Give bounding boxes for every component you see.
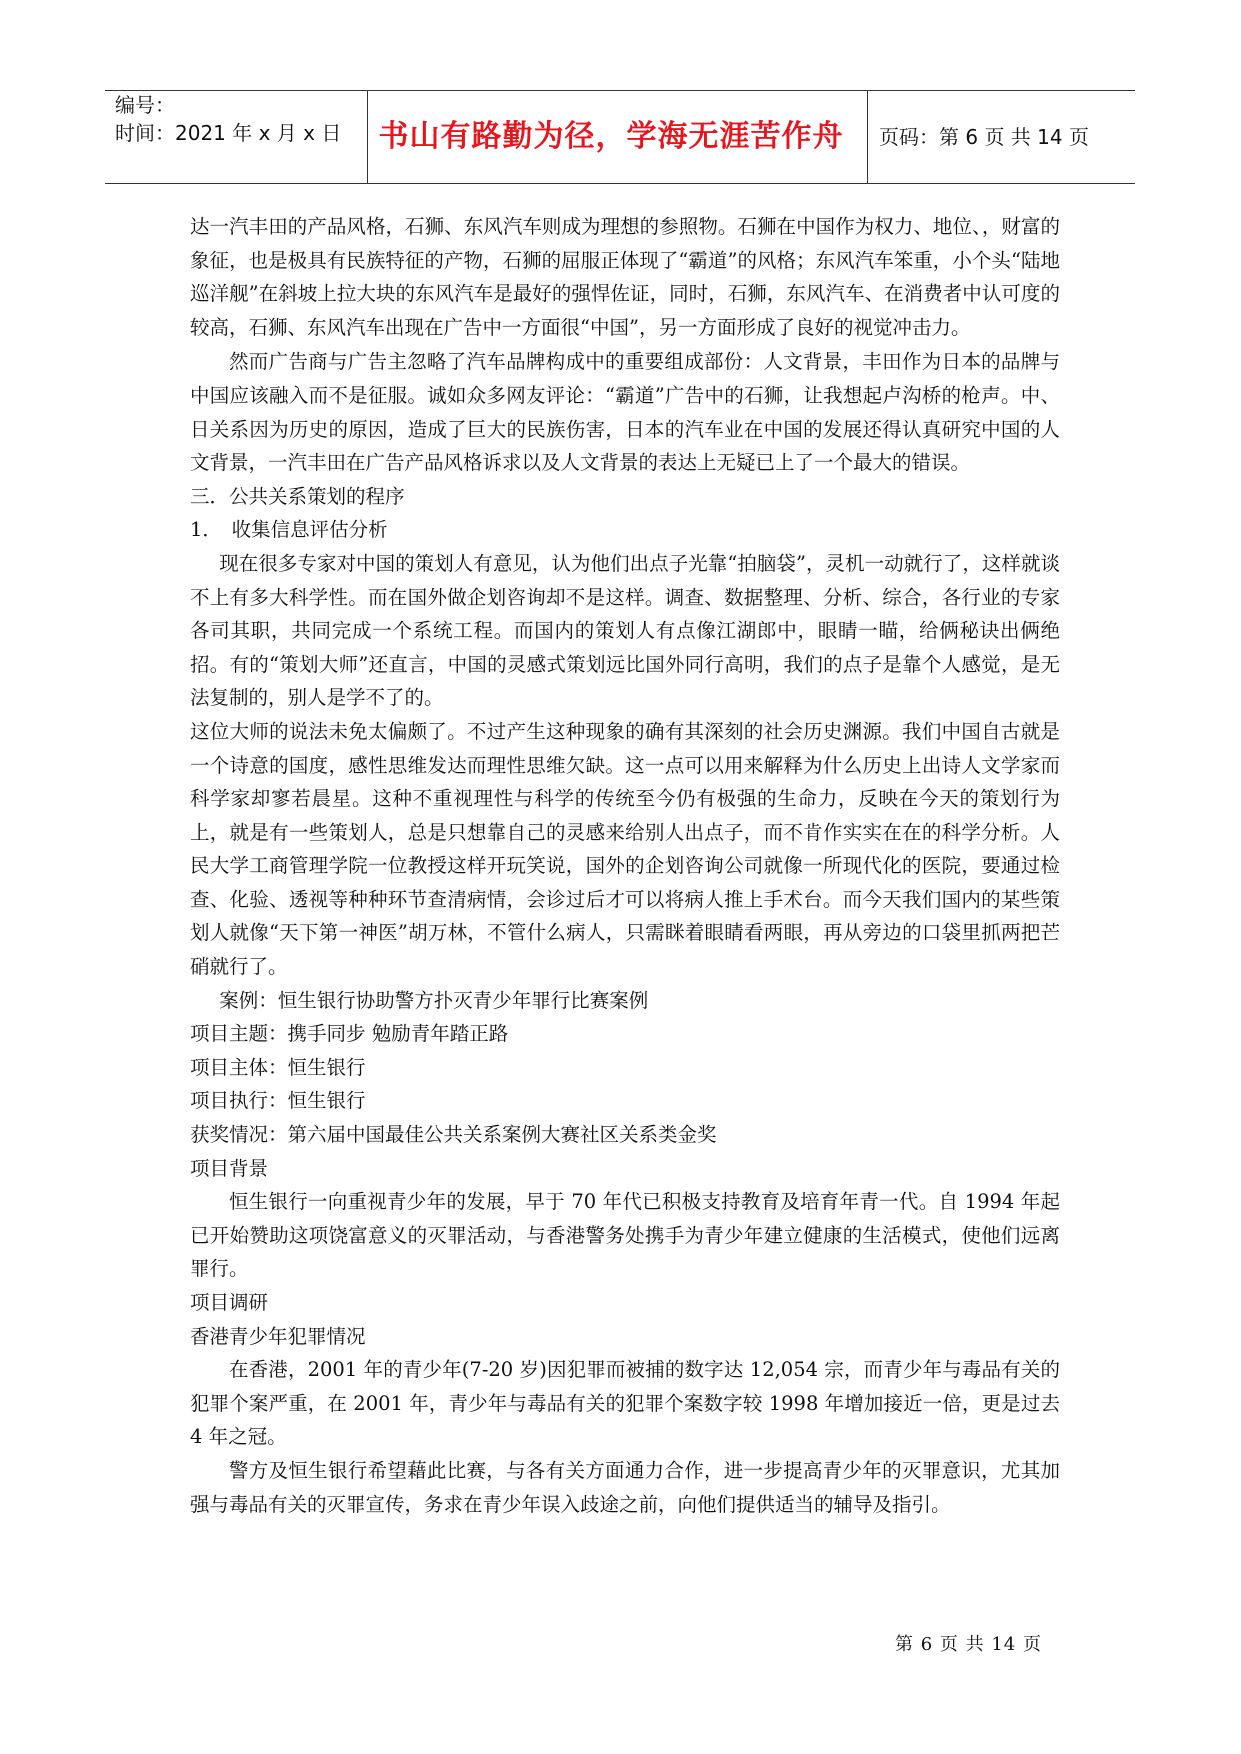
page-footer: 第 6 页 共 14 页 (895, 1634, 1042, 1655)
paragraph: 达一汽丰田的产品风格，石狮、东风汽车则成为理想的参照物。石狮在中国作为权力、地位、，财富的象征，也是极具有民族特征的产物，石狮的屈服正体现了“霸道”的风格；东风汽车笨重，小个头“陆地巡洋舰”在斜坡上拉大块的东风汽车是最好的强悍佐证，同时，石狮，东风汽车、在消费者中认可度的较高，石狮、东风汽车出现在广告中一方面很“中国”，另一方面形成了良好的视觉冲击力。 (190, 215, 1060, 339)
paragraph: 恒生银行一向重视青少年的发展，早于 70 年代已积极支持教育及培育年青一代。自 1994 年起已开始赞助这项饶富意义的灭罪活动，与香港警务处携手为青少年建立健康的生活模式，使他们远离罪行。 (190, 1190, 1060, 1281)
case-title: 案例：恒生银行协助警方扑灭青少年罪行比赛案例 (219, 988, 649, 1012)
paragraph: 警方及恒生银行希望藉此比赛，与各有关方面通力合作，进一步提高青少年的灭罪意识，尤其加强与毒品有关的灭罪宣传，务求在青少年误入歧途之前，向他们提供适当的辅导及指引。 (190, 1458, 1060, 1516)
paragraph: 在香港，2001 年的青少年(7-20 岁)因犯罪而被捕的数字达 12,054 宗，而青少年与毒品有关的犯罪个案严重，在 2001 年，青少年与毒品有关的犯罪个案数字较 1998 年增加接近一倍，更是过去 4 年之冠。 (190, 1358, 1060, 1449)
paragraph: 这位大师的说法未免太偏颇了。不过产生这种现象的确有其深刻的社会历史渊源。我们中国自古就是一个诗意的国度，感性思维发达而理性思维欠缺。这一点可以用来解释为什么历史上出诗人文学家而科学家却寥若晨星。这种不重视理性与科学的传统至今仍有极强的生命力，反映在今天的策划行为上，就是有一些策划人，总是只想靠自己的灵感来给别人出点子，而不肯作实实在在的科学分析。人民大学工商管理学院一位教授这样开玩笑说，国外的企划咨询公司就像一所现代化的医院，要通过检查、化验、透视等种种环节查清病情，会诊过后才可以将病人推上手术台。而今天我们国内的某些策划人就像“天下第一神医”胡万林，不管什么病人，只需眯着眼睛看两眼，再从旁边的口袋里抓两把芒硝就行了。 (190, 719, 1060, 979)
page-header (105, 90, 1135, 184)
header-motto: 书山有路勤为径，学海无涯苦作舟 (378, 119, 844, 154)
document-time-label: 时间：2021 年 x 月 x 日 (115, 121, 342, 145)
document-number-label: 编号： (115, 93, 175, 117)
paragraph: 现在很多专家对中国的策划人有意见，认为他们出点子光靠“拍脑袋”，灵机一动就行了，这样就谈不上有多大科学性。而在国外做企划咨询却不是这样。调查、数据整理、分析、综合，各行业的专家各司其职，共同完成一个系统工程。而国内的策划人有点像江湖郎中，眼睛一瞄，给俩秘诀出俩绝招。有的“策划大师”还直言，中国的灵感式策划远比国外同行高明，我们的点子是靠个人感觉，是无法复制的，别人是学不了的。 (190, 551, 1060, 710)
header-page-label: 页码：第 6 页 共 14 页 (879, 125, 1089, 149)
project-executor: 项目执行：恒生银行 (190, 1089, 366, 1113)
subsection-heading: 1． 收集信息评估分析 (190, 518, 388, 542)
award-info: 获奖情况：第六届中国最佳公共关系案例大赛社区关系类金奖 (190, 1123, 717, 1147)
header-meta (115, 91, 365, 183)
document-body (190, 210, 1060, 1521)
section-label: 项目背景 (190, 1156, 269, 1180)
paragraph: 然而广告商与广告主忽略了汽车品牌构成中的重要组成部份：人文背景，丰田作为日本的品牌与中国应该融入而不是征服。诚如众多网友评论：“霸道”广告中的石狮，让我想起卢沟桥的枪声。中、日关系因为历史的原因，造成了巨大的民族伤害，日本的汽车业在中国的发展还得认真研究中国的人文背景，一汽丰田在广告产品风格诉求以及人文背景的表达上无疑已上了一个最大的错误。 (190, 350, 1060, 475)
section-label: 香港青少年犯罪情况 (190, 1324, 366, 1348)
section-heading: 三．公共关系策划的程序 (190, 484, 405, 508)
section-label: 项目调研 (190, 1291, 269, 1314)
project-theme: 项目主题：携手同步 勉励青年踏正路 (190, 1022, 509, 1046)
project-subject: 项目主体：恒生银行 (190, 1055, 366, 1079)
